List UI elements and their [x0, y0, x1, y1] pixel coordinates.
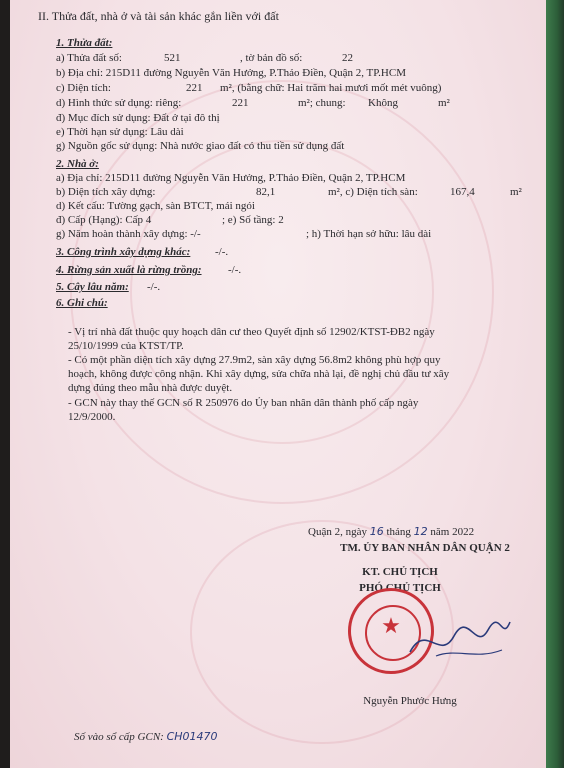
- sign-date: Quận 2, ngày 16 tháng 12 năm 2022: [308, 525, 475, 538]
- certificate-page: [10, 0, 546, 768]
- item-perennial-value: -/-.: [147, 281, 161, 293]
- land-area-label: c) Diện tích:: [56, 82, 111, 94]
- note-line: - GCN này thay thế GCN số R 250976 do Ủy ban nhân dân thành phố cấp ngày: [68, 397, 419, 409]
- house-floor-unit: m²: [510, 186, 522, 198]
- land-term: e) Thời hạn sử dụng: Lâu dài: [56, 126, 184, 138]
- land-parcel-label: a) Thửa đất số:: [56, 52, 122, 64]
- section-heading: II. Thửa đất, nhà ở và tài sản khác gắn liền với đất: [38, 9, 279, 23]
- sign-day: 16: [369, 525, 384, 538]
- item-perennial: 5. Cây lâu năm:: [56, 281, 129, 293]
- land-parcel-number: 521: [164, 52, 181, 64]
- registry-value: CH01470: [166, 730, 218, 743]
- note-line: hoạch, không được công nhận. Khi xây dựng, sửa chữa nhà lại, đề nghị chủ đầu tư xây: [68, 368, 450, 380]
- land-area-value: 221: [186, 82, 203, 94]
- land-map-label: , tờ bản đồ số:: [240, 52, 303, 64]
- house-floors: ; e) Số tầng: 2: [222, 214, 284, 226]
- house-address: a) Địa chỉ: 215D11 đường Nguyễn Văn Hưởng, P.Thảo Điền, Quận 2, TP.HCM: [56, 172, 406, 184]
- land-use-unit: m²: [438, 97, 450, 109]
- land-purpose: đ) Mục đích sử dụng: Đất ở tại đô thị: [56, 112, 220, 124]
- note-line: 25/10/1999 của KTST/TP.: [68, 340, 184, 352]
- land-address: b) Địa chỉ: 215D11 đường Nguyễn Văn Hưởng, P.Thảo Điền, Quận 2, TP.HCM: [56, 67, 406, 79]
- house-completion-year: g) Năm hoàn thành xây dựng: -/-: [56, 228, 201, 240]
- note-line: dựng đúng theo mẫu nhà được duyệt.: [68, 382, 233, 394]
- house-grade: đ) Cấp (Hạng): Cấp 4: [56, 214, 152, 226]
- land-heading: 1. Thửa đất:: [56, 37, 113, 49]
- note-line: - Vị trí nhà đất thuộc quy hoạch dân cư theo Quyết định số 12902/KTST-ĐB2 ngày: [68, 326, 435, 338]
- green-binding-edge: [546, 0, 564, 768]
- signer-name: Nguyễn Phước Hưng: [363, 695, 457, 707]
- land-use-private: 221: [232, 97, 249, 109]
- handwritten-signature: [406, 612, 516, 672]
- sign-month: 12: [413, 525, 428, 538]
- land-use-common-label: m²; chung:: [298, 97, 346, 109]
- land-origin: g) Nguồn gốc sử dụng: Nhà nước giao đất có thu tiền sử dụng đất: [56, 140, 345, 152]
- note-line: - Có một phần diện tích xây dựng 27.9m2, sàn xây dựng 56.8m2 không phù hợp quy: [68, 354, 441, 366]
- item-forest: 4. Rừng sản xuất là rừng trồng:: [56, 264, 202, 276]
- sign-org: TM. ỦY BAN NHÂN DÂN QUẬN 2: [340, 542, 510, 554]
- sign-year: 2022: [452, 526, 475, 538]
- house-floor-area-label: m², c) Diện tích sàn:: [328, 186, 418, 198]
- note-line: 12/9/2000.: [68, 411, 116, 423]
- house-build-area-label: b) Diện tích xây dựng:: [56, 186, 156, 198]
- house-heading: 2. Nhà ở:: [56, 158, 99, 170]
- house-build-area: 82,1: [256, 186, 276, 198]
- house-structure: d) Kết cấu: Tường gạch, sàn BTCT, mái ngói: [56, 200, 255, 212]
- item-other-works-value: -/-.: [215, 246, 229, 258]
- land-use-common: Không: [368, 97, 398, 109]
- house-floor-area: 167,4: [450, 186, 475, 198]
- land-area-words: m², (bằng chữ: Hai trăm hai mươi mốt mét vuông): [220, 82, 442, 94]
- registry-number: Số vào sổ cấp GCN: CH01470: [74, 730, 218, 743]
- item-forest-value: -/-.: [228, 264, 242, 276]
- land-use-form-label: d) Hình thức sử dụng: riêng:: [56, 97, 182, 109]
- item-notes: 6. Ghi chú:: [56, 297, 108, 309]
- sign-kt: KT. CHỦ TỊCH: [362, 566, 438, 578]
- item-other-works: 3. Công trình xây dựng khác:: [56, 246, 191, 258]
- star-icon: ★: [381, 613, 401, 638]
- sign-title: PHÓ CHỦ TỊCH: [359, 582, 441, 594]
- house-ownership-term: ; h) Thời hạn sở hữu: lâu dài: [306, 228, 432, 240]
- land-map-number: 22: [342, 52, 353, 64]
